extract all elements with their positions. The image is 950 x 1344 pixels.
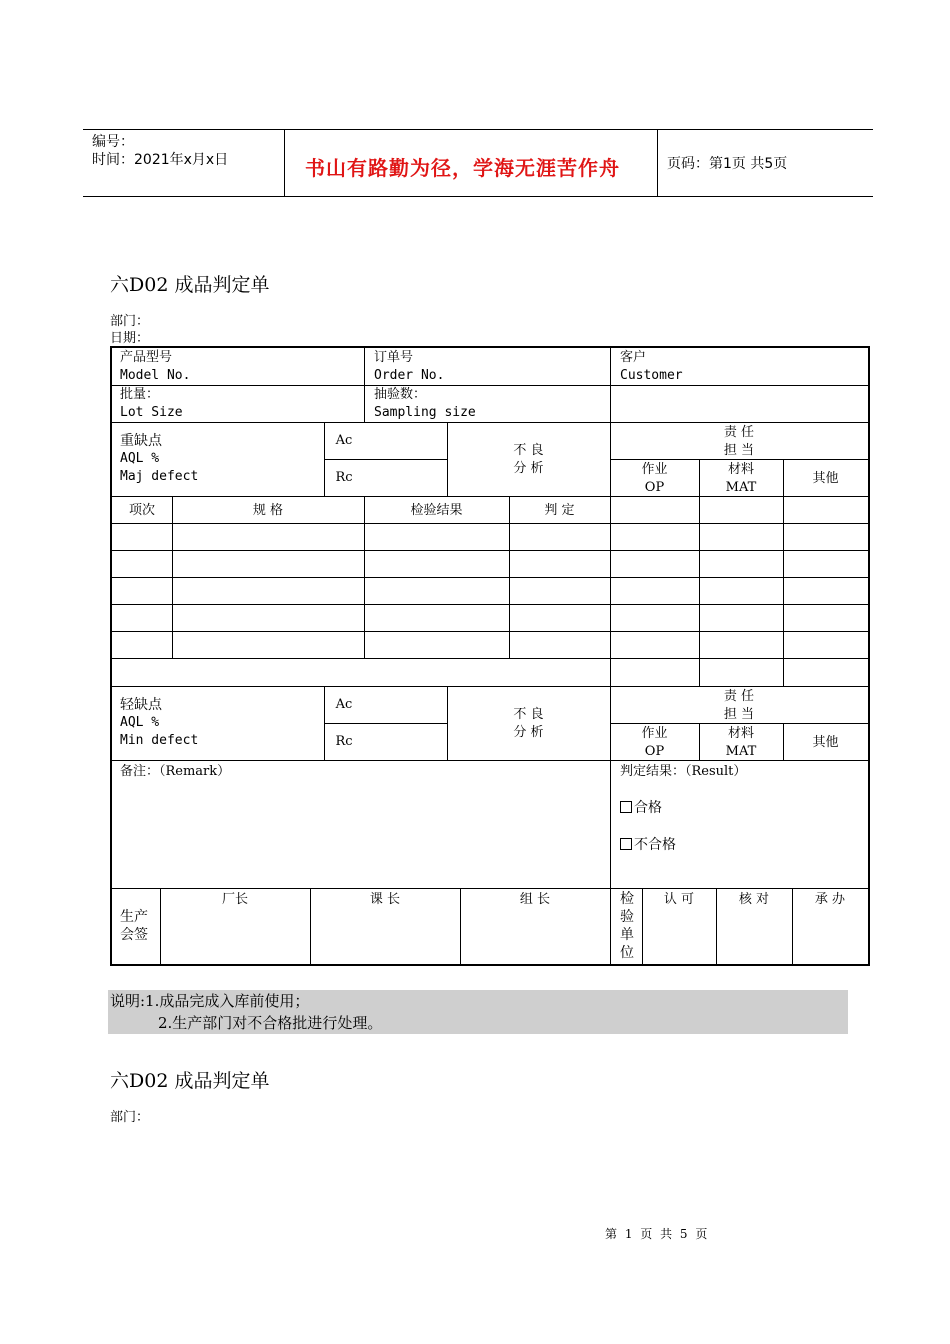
major-bad-analysis: 不 良 分 析 (513, 443, 544, 476)
major-responsibility: 责 任 担 当 (723, 425, 755, 458)
rule (324, 723, 447, 724)
header-divider-2 (657, 130, 658, 197)
note-line-2: 2.生产部门对不合格批进行处理。 (158, 1014, 383, 1032)
header-page: 页码：第1页 共5页 (667, 156, 788, 172)
order-no-label: 订单号 Order No. (374, 350, 445, 383)
rule (112, 604, 868, 605)
model-no-label: 产品型号 Model No. (120, 350, 191, 383)
sampling-size-label: 抽验数： Sampling size (374, 387, 476, 420)
minor-responsibility: 责 任 担 当 (723, 689, 755, 722)
minor-ac-label: Ac (335, 697, 353, 712)
header-number: 编号： (92, 134, 134, 150)
customer-label: 客户 Customer (620, 350, 683, 383)
col-result: 检验结果 (410, 503, 463, 518)
notes-box (108, 990, 848, 1034)
header-divider-1 (284, 130, 285, 197)
minor-op-label: 作业 OP (641, 726, 668, 759)
rule (112, 550, 868, 551)
rule (783, 459, 784, 686)
header-bottom-rule (83, 196, 873, 197)
page-footer: 第 1 页 共 5 页 (605, 1227, 710, 1241)
major-mat-label: 材料 MAT (725, 462, 757, 495)
pass-option[interactable]: 合格 (620, 799, 662, 817)
fail-option[interactable]: 不合格 (620, 836, 676, 854)
rule (509, 496, 510, 658)
col-item: 项次 (128, 503, 155, 518)
check-label: 核 对 (738, 892, 770, 907)
header-time: 时间：2021年x月x日 (92, 152, 229, 168)
section-title-2: 六D02 成品判定单 (110, 1070, 270, 1092)
header-motto: 书山有路勤为径，学海无涯苦作舟 (305, 156, 620, 180)
rule (112, 523, 868, 524)
group-head-label: 组 长 (519, 892, 551, 907)
minor-bad-analysis: 不 良 分 析 (513, 707, 544, 740)
fail-checkbox[interactable] (620, 838, 632, 850)
lot-size-label: 批量： Lot Size (120, 387, 183, 420)
factory-head-label: 厂长 (221, 892, 248, 907)
rule (112, 577, 868, 578)
pass-checkbox[interactable] (620, 801, 632, 813)
production-sign: 生产 会签 (120, 909, 148, 943)
major-other-label: 其他 (812, 471, 839, 486)
handle-label: 承 办 (814, 892, 846, 907)
rule (324, 459, 447, 460)
rule (364, 496, 365, 658)
note-line-1: 说明:1.成品完成入库前使用； (110, 992, 310, 1010)
rule (112, 422, 868, 423)
approve-label: 认 可 (663, 892, 695, 907)
rule (112, 658, 868, 659)
rule (610, 760, 611, 964)
judgement-form (110, 346, 870, 966)
dept-label-2: 部门： (110, 1110, 150, 1125)
col-spec: 规 格 (252, 503, 284, 518)
rule (112, 631, 868, 632)
section-head-label: 课 长 (369, 892, 401, 907)
section-title: 六D02 成品判定单 (110, 274, 270, 296)
rule (112, 888, 868, 889)
major-rc-label: Rc (335, 470, 353, 485)
remark-label: 备注：（Remark） (120, 764, 231, 779)
minor-other-label: 其他 (812, 735, 839, 750)
rule (112, 686, 868, 687)
rule (112, 385, 868, 386)
dept-label: 部门： (110, 314, 150, 329)
major-op-label: 作业 OP (641, 462, 668, 495)
minor-defect-label: 轻缺点 AQL % Min defect (120, 697, 199, 748)
inspection-unit-label: 检验单位 (620, 891, 634, 961)
result-label: 判定结果：（Result） (620, 764, 747, 779)
minor-mat-label: 材料 MAT (725, 726, 757, 759)
minor-rc-label: Rc (335, 734, 353, 749)
major-ac-label: Ac (335, 433, 353, 448)
date-label: 日期： (110, 331, 150, 346)
major-defect-label: 重缺点 AQL % Maj defect (120, 433, 199, 484)
header-top-rule (83, 129, 873, 130)
rule (172, 496, 173, 658)
col-judge: 判 定 (544, 503, 575, 518)
rule (364, 348, 365, 422)
